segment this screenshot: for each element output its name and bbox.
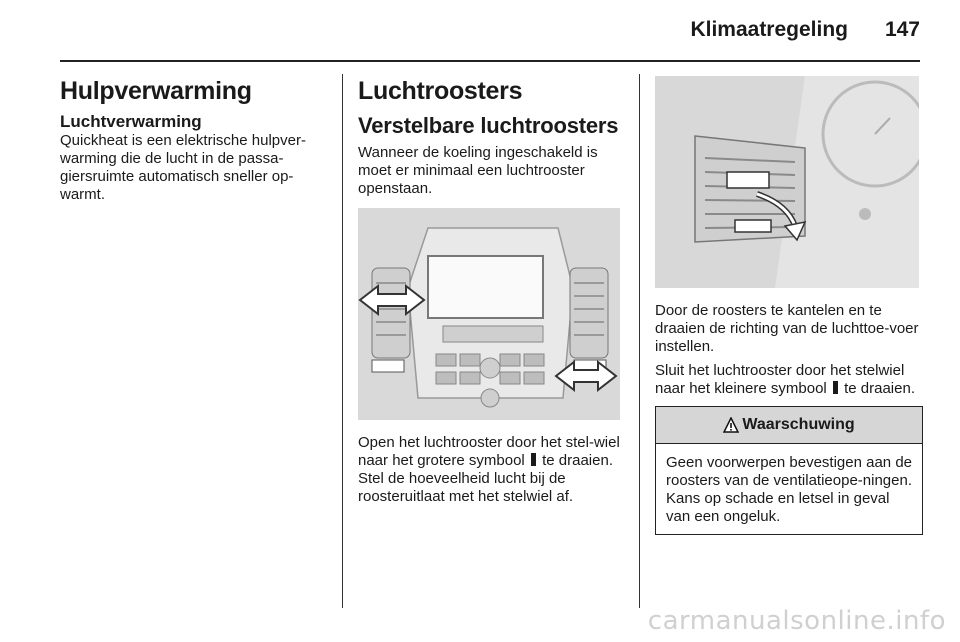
figure-side-vent	[655, 76, 919, 288]
open-vent-text-a: Open het luchtrooster door het stel-wiel naar het grotere symbool	[358, 434, 620, 469]
column-1	[60, 76, 330, 204]
dashboard-vents-illustration	[358, 208, 620, 420]
vent-close-symbol-icon	[833, 381, 838, 394]
page-number: 147	[884, 18, 920, 41]
column-2	[358, 76, 624, 506]
warning-title: Waarschuwing	[742, 416, 855, 433]
watermark: carmanualsonline.info	[647, 606, 946, 636]
close-vent-text-b: te draaien.	[844, 380, 915, 397]
warning-triangle-icon	[723, 417, 739, 433]
section-heading-luchtroosters: Luchtroosters	[358, 77, 523, 105]
paragraph-quickheat: Quickheat is een elektrische hulpver-warming die de lucht in de passa-giersruimte automatisch sneller op-warmt.	[60, 132, 306, 203]
warning-box	[655, 406, 923, 535]
close-vent-text-a: Sluit het luchtrooster door het stelwiel naar het kleinere symbool	[655, 362, 905, 397]
paragraph-open-vent	[358, 434, 624, 506]
subheading-luchtverwarming: Luchtverwarming	[60, 112, 202, 131]
paragraph-intro: Wanneer de koeling ingeschakeld is moet er minimaal een luchtrooster openstaan.	[358, 144, 598, 197]
header-rule	[60, 60, 920, 62]
figure-dashboard-vents	[358, 208, 620, 420]
section-heading-hulpverwarming: Hulpverwarming	[60, 77, 252, 105]
page-header-title: Klimaatregeling	[690, 18, 848, 41]
side-vent-illustration	[655, 76, 919, 288]
column-divider-1	[342, 74, 343, 608]
paragraph-close-vent	[655, 362, 923, 398]
column-divider-2	[639, 74, 640, 608]
warning-body: Geen voorwerpen bevestigen aan de roosters van de ventilatieope-ningen. Kans op schade en letsel in geval van een ongeluk.	[666, 454, 913, 525]
paragraph-tilt-vents: Door de roosters te kantelen en te draaien de richting van de luchttoe-voer instellen.	[655, 302, 919, 355]
column-3	[655, 76, 923, 535]
open-vent-text-b: te draaien. Stel de hoeveelheid lucht bij de roosteruitlaat met het stelwiel af.	[358, 452, 613, 505]
subheading-verstelbare-luchtroosters: Verstelbare luchtroosters	[358, 113, 619, 138]
warning-header	[656, 407, 922, 444]
vent-open-symbol-icon	[531, 453, 536, 466]
